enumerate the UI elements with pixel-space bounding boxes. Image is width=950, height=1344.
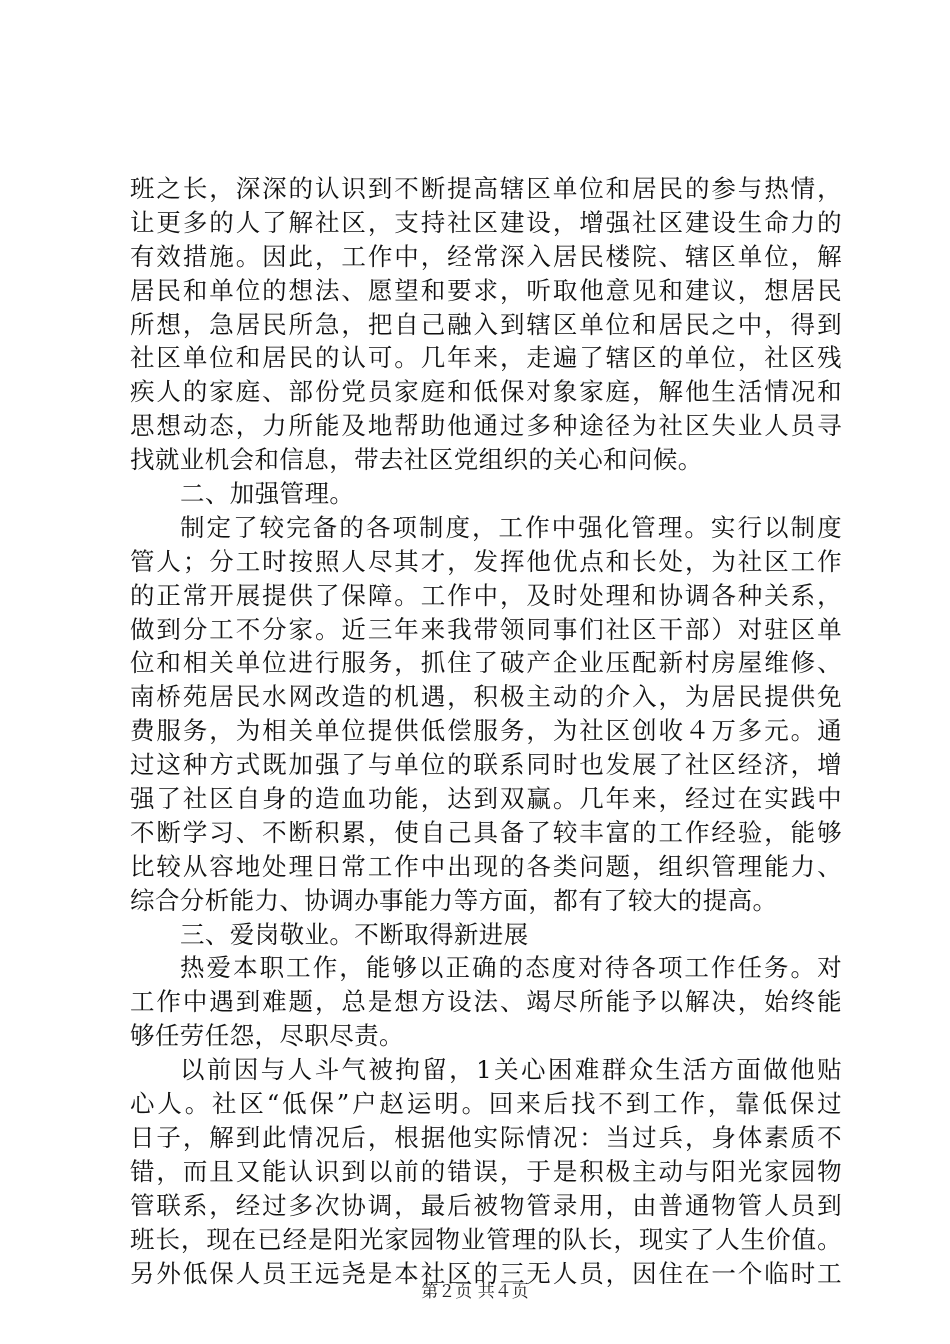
text-line: 工作中遇到难题，总是想方设法、竭尽所能予以解决，始终能 [130,987,842,1017]
text-line: 社区单位和居民的认可。几年来，走遍了辖区的单位，社区残 [130,343,842,373]
section-heading: 三、爱岗敬业。不断取得新进展 [180,919,529,949]
text-line: 另外低保人员王远尧是本社区的三无人员，因住在一个临时工 [130,1258,842,1288]
text-line: 做到分工不分家。近三年来我带领同事们社区干部）对驻区单 [130,614,842,644]
text-line: 班长，现在已经是阳光家园物业管理的队长，现实了人生价值。 [130,1224,842,1254]
text-line: 心人。社区“低保”户赵运明。回来后找不到工作，靠低保过 [130,1089,842,1119]
text-line: 比较从容地处理日常工作中出现的各类问题，组织管理能力、 [130,851,842,881]
text-line: 南桥苑居民水网改造的机遇，积极主动的介入，为居民提供免 [130,682,842,712]
page-number-footer: 第２页 共４页 [421,1282,529,1302]
text-line: 思想动态，力所能及地帮助他通过多种途径为社区失业人员寻 [130,411,842,441]
text-line: 不断学习、不断积累，使自己具备了较丰富的工作经验，能够 [130,817,842,847]
text-line: 过这种方式既加强了与单位的联系同时也发展了社区经济，增 [130,750,842,780]
text-line: 的正常开展提供了保障。工作中，及时处理和协调各种关系， [130,580,842,610]
text-line: 管人；分工时按照人尽其才，发挥他优点和长处，为社区工作 [130,546,842,576]
section-heading: 二、加强管理。 [180,479,355,509]
text-line: 够任劳任怨，尽职尽责。 [130,1021,404,1051]
text-line: 居民和单位的想法、愿望和要求，听取他意见和建议，想居民 [130,275,842,305]
text-line: 管联系，经过多次协调，最后被物管录用，由普通物管人员到 [130,1190,842,1220]
text-line: 制定了较完备的各项制度，工作中强化管理。实行以制度 [180,512,842,542]
text-line: 所想，急居民所急，把自己融入到辖区单位和居民之中，得到 [130,309,842,339]
text-line: 有效措施。因此，工作中，经常深入居民楼院、辖区单位，解 [130,241,842,271]
text-line: 班之长，深深的认识到不断提高辖区单位和居民的参与热情， [130,174,842,203]
document-body [130,172,842,1290]
text-line: 错，而且又能认识到以前的错误，于是积极主动与阳光家园物 [130,1156,842,1186]
text-line: 费服务，为相关单位提供低偿服务，为社区创收４万多元。通 [130,716,842,746]
text-line: 日子，解到此情况后，根据他实际情况：当过兵，身体素质不 [130,1122,842,1152]
text-line: 综合分析能力、协调办事能力等方面，都有了较大的提高。 [130,885,778,915]
text-line: 强了社区自身的造血功能，达到双赢。几年来，经过在实践中 [130,784,842,814]
text-line: 位和相关单位进行服务，抓住了破产企业压配新村房屋维修、 [130,648,842,678]
text-line: 以前因与人斗气被拘留，1关心困难群众生活方面做他贴 [180,1055,842,1085]
text-line: 疾人的家庭、部份党员家庭和低保对象家庭，解他生活情况和 [130,377,842,407]
text-line: 热爱本职工作，能够以正确的态度对待各项工作任务。对 [180,953,842,983]
text-line: 找就业机会和信息，带去社区党组织的关心和问候。 [130,445,703,475]
text-line: 让更多的人了解社区，支持社区建设，增强社区建设生命力的 [130,207,842,237]
